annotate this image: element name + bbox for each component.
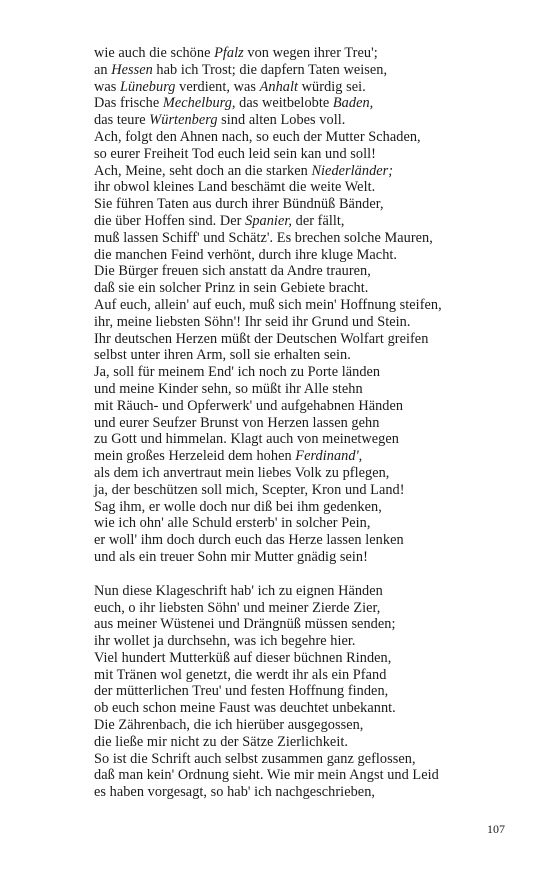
verse-line <box>94 549 494 566</box>
text-segment: Die Zährenbach, die ich hierüber ausgegossen, <box>94 717 364 734</box>
verse-line <box>94 297 494 314</box>
verse-line <box>94 600 494 617</box>
italic-name: Niederländer; <box>311 162 394 179</box>
text-segment: Ihr deutschen Herzen müßt der Deutschen Wolfart greifen <box>94 330 429 347</box>
verse-line <box>94 247 494 264</box>
page-number: 107 <box>487 822 505 836</box>
text-segment: so eurer Freiheit Tod euch leid sein kan und soll! <box>94 145 376 162</box>
text-segment: hab ich Trost; die dapfern Taten weisen, <box>152 61 388 78</box>
verse-line <box>94 79 494 96</box>
verse-line <box>94 314 494 331</box>
italic-name: Lüneburg <box>120 78 176 95</box>
stanza <box>94 45 494 566</box>
text-segment: der fällt, <box>292 212 345 229</box>
text-segment: er woll' ihm doch durch euch das Herze lassen lenken <box>94 532 404 549</box>
verse-line <box>94 415 494 432</box>
verse-line <box>94 767 494 784</box>
text-segment: als dem ich anvertraut mein liebes Volk zu pflegen, <box>94 464 390 481</box>
italic-name: Hessen <box>111 61 153 78</box>
text-segment: ihr, meine liebsten Söhn'! Ihr seid ihr Grund und Stein. <box>94 313 411 330</box>
verse-line <box>94 146 494 163</box>
verse-line <box>94 163 494 180</box>
text-segment: die manchen Feind verhönt, durch ihre kluge Macht. <box>94 246 398 263</box>
verse-line <box>94 650 494 667</box>
text-segment: Die Bürger freuen sich anstatt da Andre trauren, <box>94 263 371 280</box>
verse-line <box>94 532 494 549</box>
verse-line <box>94 465 494 482</box>
text-segment: ihr obwol kleines Land beschämt die weite Welt. <box>94 179 376 196</box>
italic-name: Baden, <box>332 95 374 112</box>
verse-line <box>94 364 494 381</box>
text-segment: und meine Kinder sehn, so müßt ihr Alle stehn <box>94 380 363 397</box>
text-segment: ja, der beschützen soll mich, Scepter, Kron und Land! <box>94 481 405 498</box>
text-segment: zu Gott und himmelan. Klagt auch von meinetwegen <box>94 431 399 448</box>
text-segment: euch, o ihr liebsten Söhn' und meiner Zierde Zier, <box>94 599 381 616</box>
verse-line <box>94 482 494 499</box>
verse-line <box>94 515 494 532</box>
text-segment: Das frische <box>94 95 163 112</box>
text-segment: daß man kein' Ordnung sieht. Wie mir mein Angst und Leid <box>94 767 439 784</box>
verse-line <box>94 62 494 79</box>
poem-text <box>94 45 494 801</box>
verse-line <box>94 213 494 230</box>
text-segment: Ach, Meine, seht doch an die starken <box>94 162 312 179</box>
text-segment: Sag ihm, er wolle doch nur diß bei ihm gedenken, <box>94 498 382 515</box>
italic-name: Spanier, <box>245 212 292 229</box>
text-segment: ihr wollet ja durchsehn, was ich begehre hier. <box>94 633 356 650</box>
verse-line <box>94 196 494 213</box>
verse-line <box>94 45 494 62</box>
text-segment: die ließe mir nicht zu der Sätze Zierlichkeit. <box>94 733 348 750</box>
text-segment: wie auch die schöne <box>94 45 215 61</box>
verse-line <box>94 683 494 700</box>
text-segment: aus meiner Wüstenei und Drängnüß müssen senden; <box>94 616 396 633</box>
text-segment: das weitbelobte <box>235 95 333 112</box>
verse-line <box>94 95 494 112</box>
text-segment: die über Hoffen sind. Der <box>94 212 246 229</box>
text-segment: mit Räuch- und Opferwerk' und aufgehabnen Händen <box>94 397 404 414</box>
text-segment: verdient, was <box>175 78 260 95</box>
verse-line <box>94 280 494 297</box>
verse-line <box>94 700 494 717</box>
stanza <box>94 583 494 801</box>
verse-line <box>94 784 494 801</box>
verse-line <box>94 381 494 398</box>
text-segment: Nun diese Klageschrift hab' ich zu eignen Händen <box>94 582 383 599</box>
text-segment: an <box>94 61 112 78</box>
text-segment: es haben vorgesagt, so hab' ich nachgeschrieben, <box>94 784 376 801</box>
text-segment: Viel hundert Mutterküß auf dieser büchnen Rinden, <box>94 649 392 666</box>
text-segment: muß lassen Schiff' und Schätz'. Es brechen solche Mauren, <box>94 229 433 246</box>
text-segment: mein großes Herzeleid dem hohen <box>94 448 296 465</box>
text-segment: Auf euch, allein' auf euch, muß sich mein' Hoffnung steifen, <box>94 296 442 313</box>
text-segment: selbst unter ihren Arm, soll sie erhalten sein. <box>94 347 351 364</box>
verse-line <box>94 633 494 650</box>
text-segment: So ist die Schrift auch selbst zusammen ganz geflossen, <box>94 750 416 767</box>
text-segment: wie ich ohn' alle Schuld ersterb' in solcher Pein, <box>94 515 371 532</box>
text-segment: mit Tränen wol genetzt, die werdt ihr als ein Pfand <box>94 666 387 683</box>
italic-name: Anhalt <box>259 78 299 95</box>
verse-line <box>94 129 494 146</box>
text-segment: Ach, folgt den Ahnen nach, so euch der Mutter Schaden, <box>94 128 421 145</box>
text-segment: was <box>94 78 121 95</box>
verse-line <box>94 398 494 415</box>
text-segment: würdig sei. <box>298 78 366 95</box>
text-segment: der mütterlichen Treu' und festen Hoffnung finden, <box>94 683 389 700</box>
italic-name: Mechelburg, <box>162 95 236 112</box>
text-segment: von wegen ihrer Treu'; <box>243 45 378 61</box>
verse-line <box>94 448 494 465</box>
verse-line <box>94 347 494 364</box>
text-segment: Ja, soll für meinem End' ich noch zu Porte länden <box>94 364 381 381</box>
text-segment: das teure <box>94 112 150 129</box>
verse-line <box>94 616 494 633</box>
verse-line <box>94 717 494 734</box>
text-segment: Sie führen Taten aus durch ihrer Bündnüß Bänder, <box>94 196 384 213</box>
verse-line <box>94 734 494 751</box>
italic-name: Pfalz <box>214 45 244 61</box>
italic-name: Ferdinand', <box>295 448 363 465</box>
verse-line <box>94 263 494 280</box>
verse-line <box>94 112 494 129</box>
verse-line <box>94 583 494 600</box>
verse-line <box>94 230 494 247</box>
verse-line <box>94 751 494 768</box>
verse-line <box>94 431 494 448</box>
verse-line <box>94 667 494 684</box>
verse-line <box>94 179 494 196</box>
text-segment: ob euch schon meine Faust was deuchtet unbekannt. <box>94 700 396 717</box>
text-segment: sind alten Lobes voll. <box>217 112 346 129</box>
text-segment: und als ein treuer Sohn mir Mutter gnädig sein! <box>94 548 368 565</box>
verse-line <box>94 331 494 348</box>
verse-line <box>94 499 494 516</box>
text-segment: daß sie ein solcher Prinz in sein Gebiete bracht. <box>94 280 369 297</box>
text-segment: und eurer Seufzer Brunst von Herzen lassen gehn <box>94 414 380 431</box>
italic-name: Würtenberg <box>149 112 218 129</box>
